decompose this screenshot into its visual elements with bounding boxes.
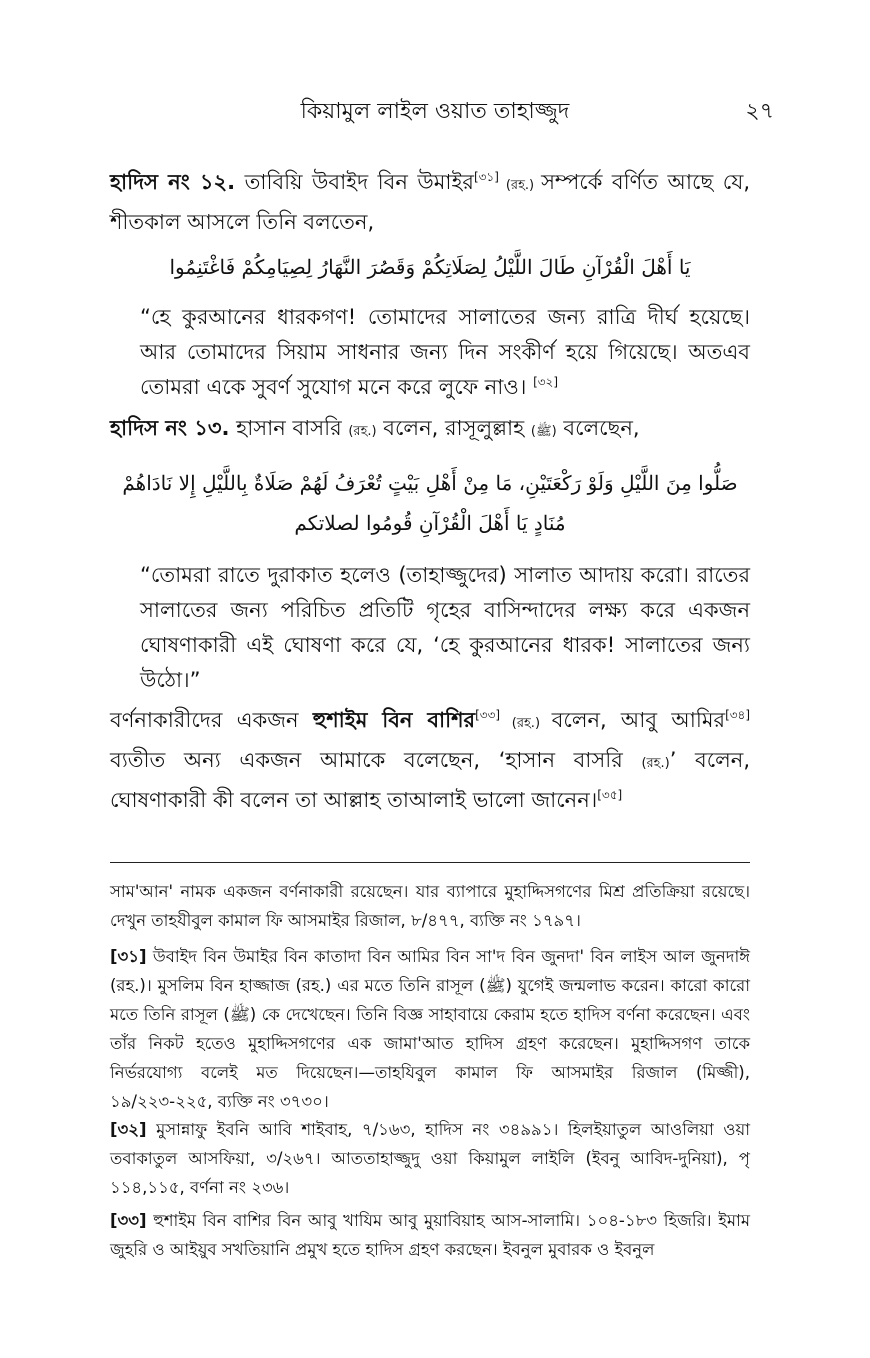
footnote-ref-34[interactable]: [৩৪] xyxy=(725,708,751,722)
hadith-13-arabic-line-2: مُنَادٍ يَا أَهْلَ الْقُرْآنِ قُومُوا لصلاتكم xyxy=(294,511,566,535)
hadith-12-arabic: يَا أَهْلَ الْقُرْآنِ طَالَ اللَّيْلُ لِصَلَاتِكُمْ وَقَصُرَ النَّهَارُ لِصِيَامِكُمْ فَاغْتَنِمُوا xyxy=(169,255,691,279)
hadith-13-translation: “তোমরা রাতে দুরাকাত হলেও (তাহাজ্জুদের) সালাত আদায় করো। রাতের সালাতের জন্য পরিচিত প্রতিটি গৃহের বাসিন্দাদের লক্ষ্য করে একজন ঘোষণাকারী এই ঘোষণা করে যে, ‘হে কুরআনের ধারক! সালাতের জন্য উঠো।” xyxy=(140,563,750,692)
hadith-12-translation-text: “হে কুরআনের ধারকগণ! তোমাদের সালাতের জন্য রাত্রি দীর্ঘ হয়েছে। আর তোমাদের সিয়াম সাধনার জন্য দিন সংকীর্ণ হয়ে গিয়েছে। অতএব তোমরা একে সুবর্ণ সুযোগ মনে করে লুফে নাও। xyxy=(140,305,750,399)
narrator-name: হুশাইম বিন বাশির xyxy=(312,708,476,732)
honorific: (রহ.) xyxy=(500,716,552,731)
running-header-title: কিয়ামুল লাইল ওয়াত তাহাজ্জুদ xyxy=(300,99,570,124)
honorific: (রহ.) xyxy=(498,178,542,193)
page-number: ২৭ xyxy=(745,99,774,124)
hadith-12-intro xyxy=(110,164,750,241)
footnote-ref-33[interactable]: [৩৩] xyxy=(475,708,501,722)
footnote-33-number: [৩৩] xyxy=(110,1211,147,1230)
footnote-31-number: [৩১] xyxy=(110,947,147,966)
footnote-32-number: [৩২] xyxy=(110,1120,147,1139)
hadith-12-text-a: তাবিয়ি উবাইদ বিন উমাইর xyxy=(235,170,474,194)
hadith-13-text-b: বলেন, রাসূলুল্লাহ xyxy=(376,416,531,440)
footnote-divider xyxy=(110,862,750,863)
footnote-ref-32[interactable]: [৩২] xyxy=(533,375,559,389)
hadith-13-label: হাদিস নং ১৩. xyxy=(110,416,230,440)
footnote-32-text: মুসান্নাফু ইবনি আবি শাইবাহ, ৭/১৬৩, হাদিস নং ৩৪৯৯১। হিলইয়াতুল আওলিয়া ওয়া তবাকাতুল আসফিয়া, ৩/২৬৭। আততাহাজ্জুদু ওয়া কিয়ামুল লাইলি (ইবনু আবিদ-দুনিয়া), পৃ ১১৪,১১৫, বর্ণনা নং ২৩৬। xyxy=(110,1120,750,1197)
hadith-12-translation xyxy=(140,300,750,405)
narration-text-a: বর্ণনাকারীদের একজন xyxy=(110,708,313,732)
footnote-ref-31[interactable]: [৩১] xyxy=(473,170,499,184)
footnote-33-text: হুশাইম বিন বাশির বিন আবু খাযিম আবু মুয়াবিয়াহ আস-সালামি। ১০৪-১৮৩ হিজরি। ইমাম জুহরি ও আইয়ুব সখতিয়ানি প্রমুখ হতে হাদিস গ্রহণ করছেন। ইবনুল মুবারক ও ইবনুল xyxy=(110,1211,750,1259)
hadith-13-arabic-line-1: صَلُّوا مِنَ اللَّيْلِ وَلَوْ رَكْعَتَيْنِ، مَا مِنْ أَهْلِ بَيْتٍ تُعْرَفُ لَهُمْ صَلَاةٌ بِاللَّيْلِ إِلا نَادَاهُمْ xyxy=(122,471,738,495)
hadith-13-text-a: হাসান বাসরি xyxy=(229,416,349,440)
footnote-ref-35[interactable]: [৩৫] xyxy=(597,788,623,802)
hadith-13-text-c: বলেছেন, xyxy=(556,416,640,440)
narration-text-d: ’ বলেন, ঘোষণাকারী কী বলেন তা আল্লাহ তাআলাই ভালো জানেন। xyxy=(110,748,750,812)
honorific: (রহ.) xyxy=(348,424,377,439)
footnote-continuation: সাম'আন' নামক একজন বর্ণনাকারী রয়েছেন। যার ব্যাপারে মুহাদ্দিসগণের মিশ্র প্রতিক্রিয়া রয়েছে। দেখুন তাহযীবুল কামাল ফি আসমাইর রিজাল, ৮/৪৭৭, ব্যক্তি নং ১৭৯৭। xyxy=(110,882,750,930)
narration-text-c: ব্যতীত অন্য একজন আমাকে বলেছেন, ‘হাসান বাসরি xyxy=(110,748,642,772)
honorific-prophet: (ﷺ) xyxy=(530,424,557,439)
footnote-31-text: উবাইদ বিন উমাইর বিন কাতাদা বিন আমির বিন সা'দ বিন জুনদা' বিন লাইস আল জুনদাঈ (রহ.)। মুসলিম বিন হাজ্জাজ (রহ.) এর মতে তিনি রাসূল (ﷺ) যুগেই জন্মলাভ করেন। কারো কারো মতে তিনি রাসূল (ﷺ) কে দেখেছেন। তিনি বিজ্ঞ সাহাবায়ে কেরাম হতে হাদিস বর্ণনা করেছেন। এবং তাঁর নিকট হতেও মুহাদ্দিসগণের এক জামা'আত হাদিস গ্রহণ করেছেন। মুহাদ্দিসগণ তাকে নির্ভরযোগ্য বলেই মত দিয়েছেন।—তাহযিবুল কামাল ফি আসমাইর রিজাল (মিজ্জী), ১৯/২২৩-২২৫, ব্যক্তি নং ৩৭৩০। xyxy=(110,947,750,1111)
hadith-12-text-b: সম্পর্কে বর্ণিত আছে যে, শীতকাল আসলে তিনি বলতেন, xyxy=(110,170,751,234)
hadith-12-label: হাদিস নং ১২. xyxy=(110,170,236,194)
footnote-32 xyxy=(110,1115,750,1202)
footnote-31 xyxy=(110,942,750,1116)
hadith-13-intro xyxy=(110,410,750,450)
honorific: (রহ.) xyxy=(641,756,670,771)
footnote-33 xyxy=(110,1206,750,1264)
narration-text-b: বলেন, আবু আমির xyxy=(551,708,726,732)
narration-paragraph xyxy=(110,702,750,819)
